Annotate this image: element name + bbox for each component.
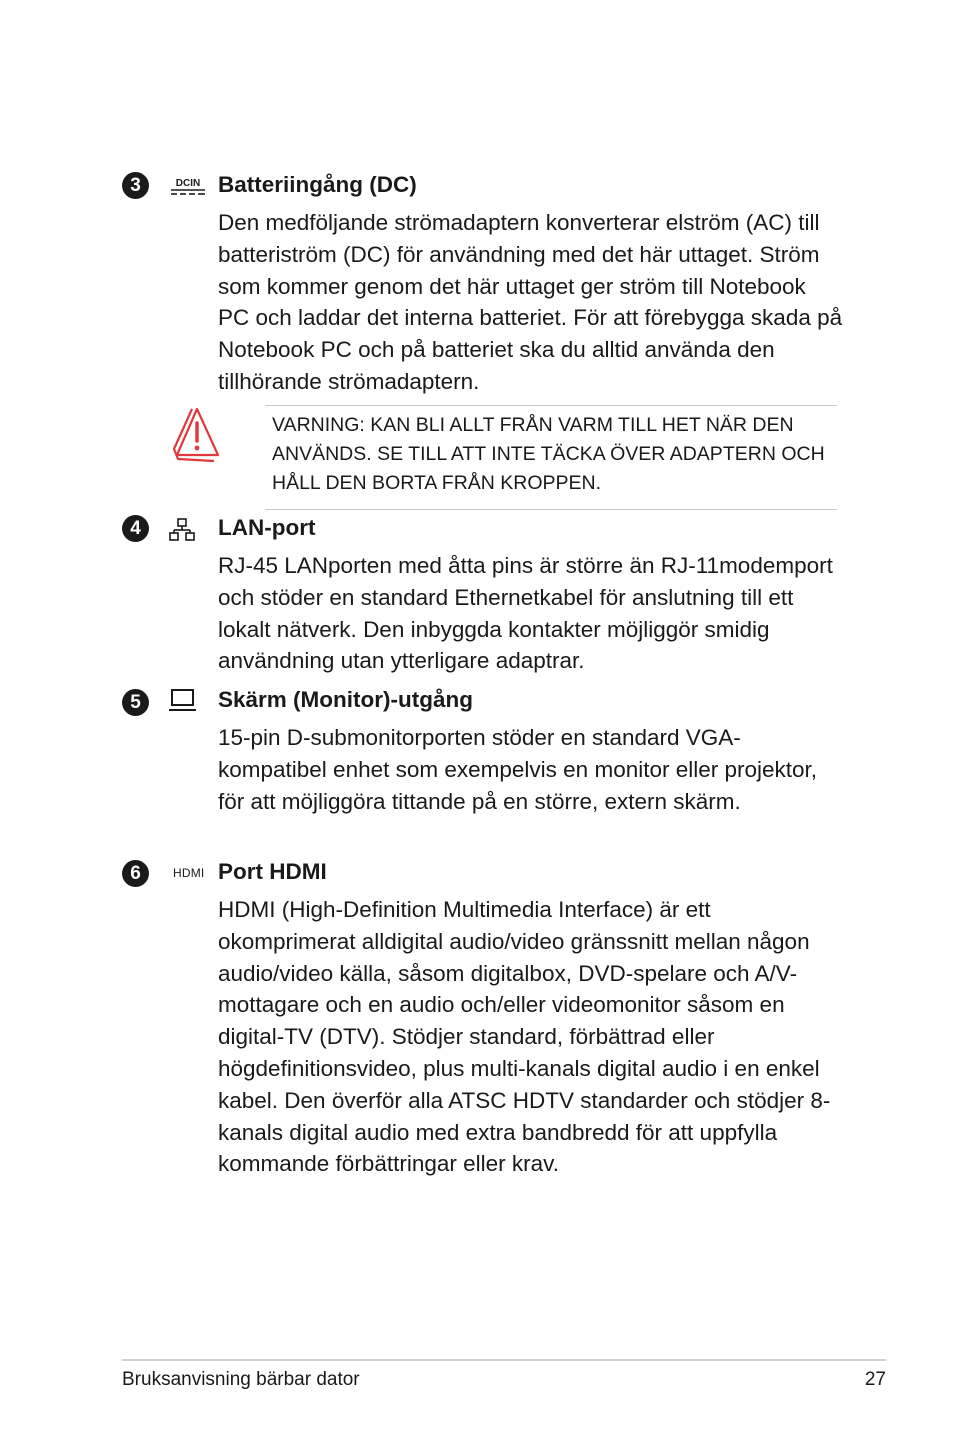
section-body: HDMI (High-Definition Multimedia Interface) är ett okomprimerat alldigital audio/video gränssnitt mellan någon audio/video källa, såsom digitalbox, DVD-spelare och A/V-mottagare och en audio och/eller videomonitor såsom en digital-TV (DTV). Stödjer standard, förbättrad eller högdefinitionsvideo, plus multi-kanals digital audio i en enkel kabel. Den överför alla ATSC HDTV standarder och stödjer 8-kanals digital audio med extra bandbredd för att uppfylla kommande förbättringar eller krav. [218,897,831,1177]
warning-top-rule [265,405,837,406]
lan-icon [168,517,198,548]
warning-bottom-rule [265,509,837,510]
footer-title: Bruksanvisning bärbar dator [122,1369,360,1390]
monitor-icon [168,688,198,719]
page-number: 27 [864,1369,886,1390]
section-title: LAN-port [218,515,316,540]
hdmi-icon-label: HDMI [173,866,205,880]
step-number-4: 4 [122,515,149,542]
footer-rule [122,1359,886,1361]
warning-text: VARNING: KAN BLI ALLT FRÅN VARM TILL HET NÄR DEN ANVÄNDS. SE TILL ATT INTE TÄCKA ÖVER ADAPTERN OCH HÅLL DEN BORTA FRÅN KROPPEN. [272,414,825,494]
section-title: Skärm (Monitor)-utgång [218,687,473,712]
section-body: RJ-45 LANporten med åtta pins är större än RJ-11modemport och stöder en standard Ethernetkabel för anslutning till ett lokalt nätverk. Den inbyggda kontakter möjliggör smidig användning utan ytterligare adaptrar. [218,553,833,674]
section-title: Batteriingång (DC) [218,172,417,197]
section-title: Port HDMI [218,859,327,884]
step-number-5: 5 [122,689,149,716]
dc-in-icon [168,176,208,203]
section-body: 15-pin D-submonitorporten stöder en standard VGA-kompatibel enhet som exempelvis en monitor eller projektor, för att möjliggöra tittande på en större, extern skärm. [218,725,818,814]
step-number-3: 3 [122,172,149,199]
hdmi-icon [173,864,204,882]
section-body: Den medföljande strömadaptern konverterar elström (AC) till batteriström (DC) för användning med det här uttaget. Ström som kommer genom det här uttaget ger ström till Notebook PC och laddar det interna batteriet. För att förebygga skada på Notebook PC och på batteriet ska du alltid använda den tillhörande strömadaptern. [218,210,843,394]
dc-in-icon-label: DCIN [175,178,201,189]
warning-triangle-icon [170,405,222,470]
step-number-6: 6 [122,860,149,887]
